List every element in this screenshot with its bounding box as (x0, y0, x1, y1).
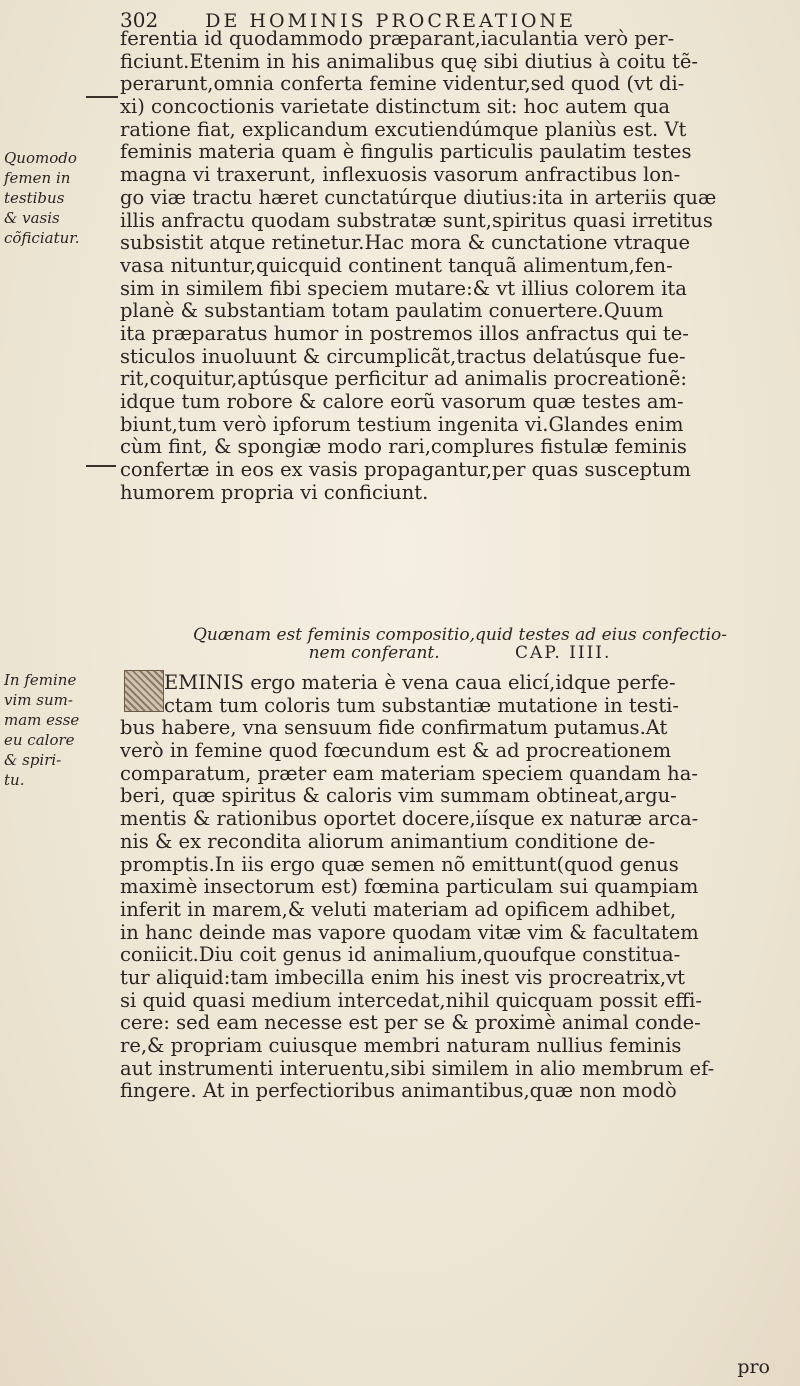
text-line: go viæ tractu hæret cunctatúrque diutius:ita in arteriis quæ (120, 186, 717, 209)
text-line: ctam tum coloris tum substantiæ mutatione in testi- (164, 694, 679, 717)
ink-stroke (86, 96, 118, 98)
text-line: in hanc deinde mas vapore quodam vitæ vim & facultatem (120, 921, 699, 944)
text-line: idque tum robore & calore eorũ vasorum quæ testes am- (120, 391, 684, 413)
text-line: planè & substantiam totam paulatim conuertere.Quum (120, 300, 664, 323)
text-line: ratione fiat, explicandum excutiendúmque planiùs est. Vt (120, 118, 687, 141)
text-line: EMINIS ergo materia è vena caua elicí,idque perfe- (164, 672, 676, 694)
margin-note-2 (4, 670, 114, 790)
text-line: cere: sed eam necesse est per se & proximè animal conde- (120, 1012, 701, 1035)
ink-stroke (86, 465, 116, 467)
margin-note-1 (4, 148, 114, 248)
text-line: xi) concoctionis varietate distinctum sit: hoc autem qua (120, 96, 670, 119)
margin-note-line: mam esse (4, 711, 80, 729)
text-line: perarunt,omnia conferta femine videntur,sed quod (vt di- (120, 73, 685, 96)
chapter-heading (150, 626, 770, 662)
text-line: ferentia id quodammodo præparant,iaculantia verò per- (120, 28, 675, 50)
page-number: 302 (120, 8, 159, 32)
text-line: biunt,tum verò ipforum testium ingenita vi.Glandes enim (120, 413, 684, 436)
text-line: humorem propria vi conficiunt. (120, 481, 429, 504)
text-line: ita præparatus humor in postremos illos anfractus qui te- (120, 322, 689, 345)
text-line: vasa nituntur,quicquid continent tanquã alimentum,fen- (120, 254, 673, 277)
text-line: promptis.In iis ergo quæ semen nõ emittunt(quod genus (120, 853, 679, 876)
text-line: cùm fint, & spongiæ modo rari,complures fistulæ feminis (120, 436, 687, 459)
section-1-text (120, 28, 788, 504)
chapter-heading-line-1: Quænam est feminis compositio,quid testes ad eius confectio- (193, 625, 727, 645)
margin-note-line: femen in (4, 169, 71, 187)
text-line: comparatum, præter eam materiam speciem quandam ha- (120, 762, 698, 785)
text-line: fingere. At in perfectioribus animantibus,quæ non modò (120, 1080, 677, 1103)
text-line: re,& propriam cuiusque membri naturam nullius feminis (120, 1035, 682, 1057)
text-line: sticulos inuoluunt & circumplicãt,tractus delatúsque fue- (120, 345, 686, 368)
text-line: tur aliquid:tam imbecilla enim his inest vis procreatrix,vt (120, 966, 685, 989)
margin-note-line: tu. (4, 771, 25, 789)
text-line: sim in similem fibi speciem mutare:& vt illius colorem ita (120, 277, 687, 300)
text-line: beri, quæ spiritus & caloris vim summam obtineat,argu- (120, 785, 677, 808)
text-line: mentis & rationibus oportet docere,iísque ex naturæ arca- (120, 808, 699, 831)
text-line: aut instrumenti interuentu,sibi similem in alio membrum ef- (120, 1057, 715, 1080)
text-line: maximè insectorum est) fœmina particulam sui quampiam (120, 876, 699, 899)
running-title: DE HOMINIS PROCREATIONE (205, 10, 576, 32)
margin-note-line: Quomodo (4, 149, 77, 167)
chapter-heading-line-2: nem conferant. (308, 643, 440, 663)
margin-note-line: In femine (4, 671, 77, 689)
text-line: bus habere, vna sensuum fide confirmatum putamus.At (120, 717, 668, 740)
margin-note-line: vim sum- (4, 691, 73, 709)
margin-note-line: cõficiatur. (4, 229, 80, 247)
margin-note-line: & spiri- (4, 751, 62, 769)
margin-note-line: eu calore (4, 731, 75, 749)
section-2-text (120, 672, 788, 1103)
catchword: pro (737, 1356, 770, 1378)
text-line: verò in femine quod fœcundum est & ad procreationem (120, 740, 672, 763)
text-line: inferit in marem,& veluti materiam ad opificem adhibet, (120, 898, 677, 921)
text-line: feminis materia quam è fingulis particulis paulatim testes (120, 141, 692, 164)
text-line: si quid quasi medium intercedat,nihil quicquam possit effi- (120, 989, 702, 1012)
text-line: confertæ in eos ex vasis propagantur,per quas susceptum (120, 459, 691, 482)
chapter-number: CAP. IIII. (515, 643, 612, 663)
text-line: magna vi traxerunt, inflexuosis vasorum anfractibus lon- (120, 164, 681, 187)
margin-note-line: & vasis (4, 209, 60, 227)
text-line: ficiunt.Etenim in his animalibus quę sibi diutius à coitu tẽ- (120, 50, 699, 73)
text-line: subsistit atque retinetur.Hac mora & cunctatione vtraque (120, 232, 691, 255)
text-line: illis anfractu quodam substratæ sunt,spiritus quasi irretitus (120, 209, 713, 232)
text-line: coniicit.Diu coit genus id animalium,quoufque constitua- (120, 944, 681, 967)
text-line: rit,coquitur,aptúsque perficitur ad animalis procreationẽ: (120, 368, 687, 391)
margin-note-line: testibus (4, 189, 65, 207)
text-line: nis & ex recondita aliorum animantium conditione de- (120, 830, 656, 853)
